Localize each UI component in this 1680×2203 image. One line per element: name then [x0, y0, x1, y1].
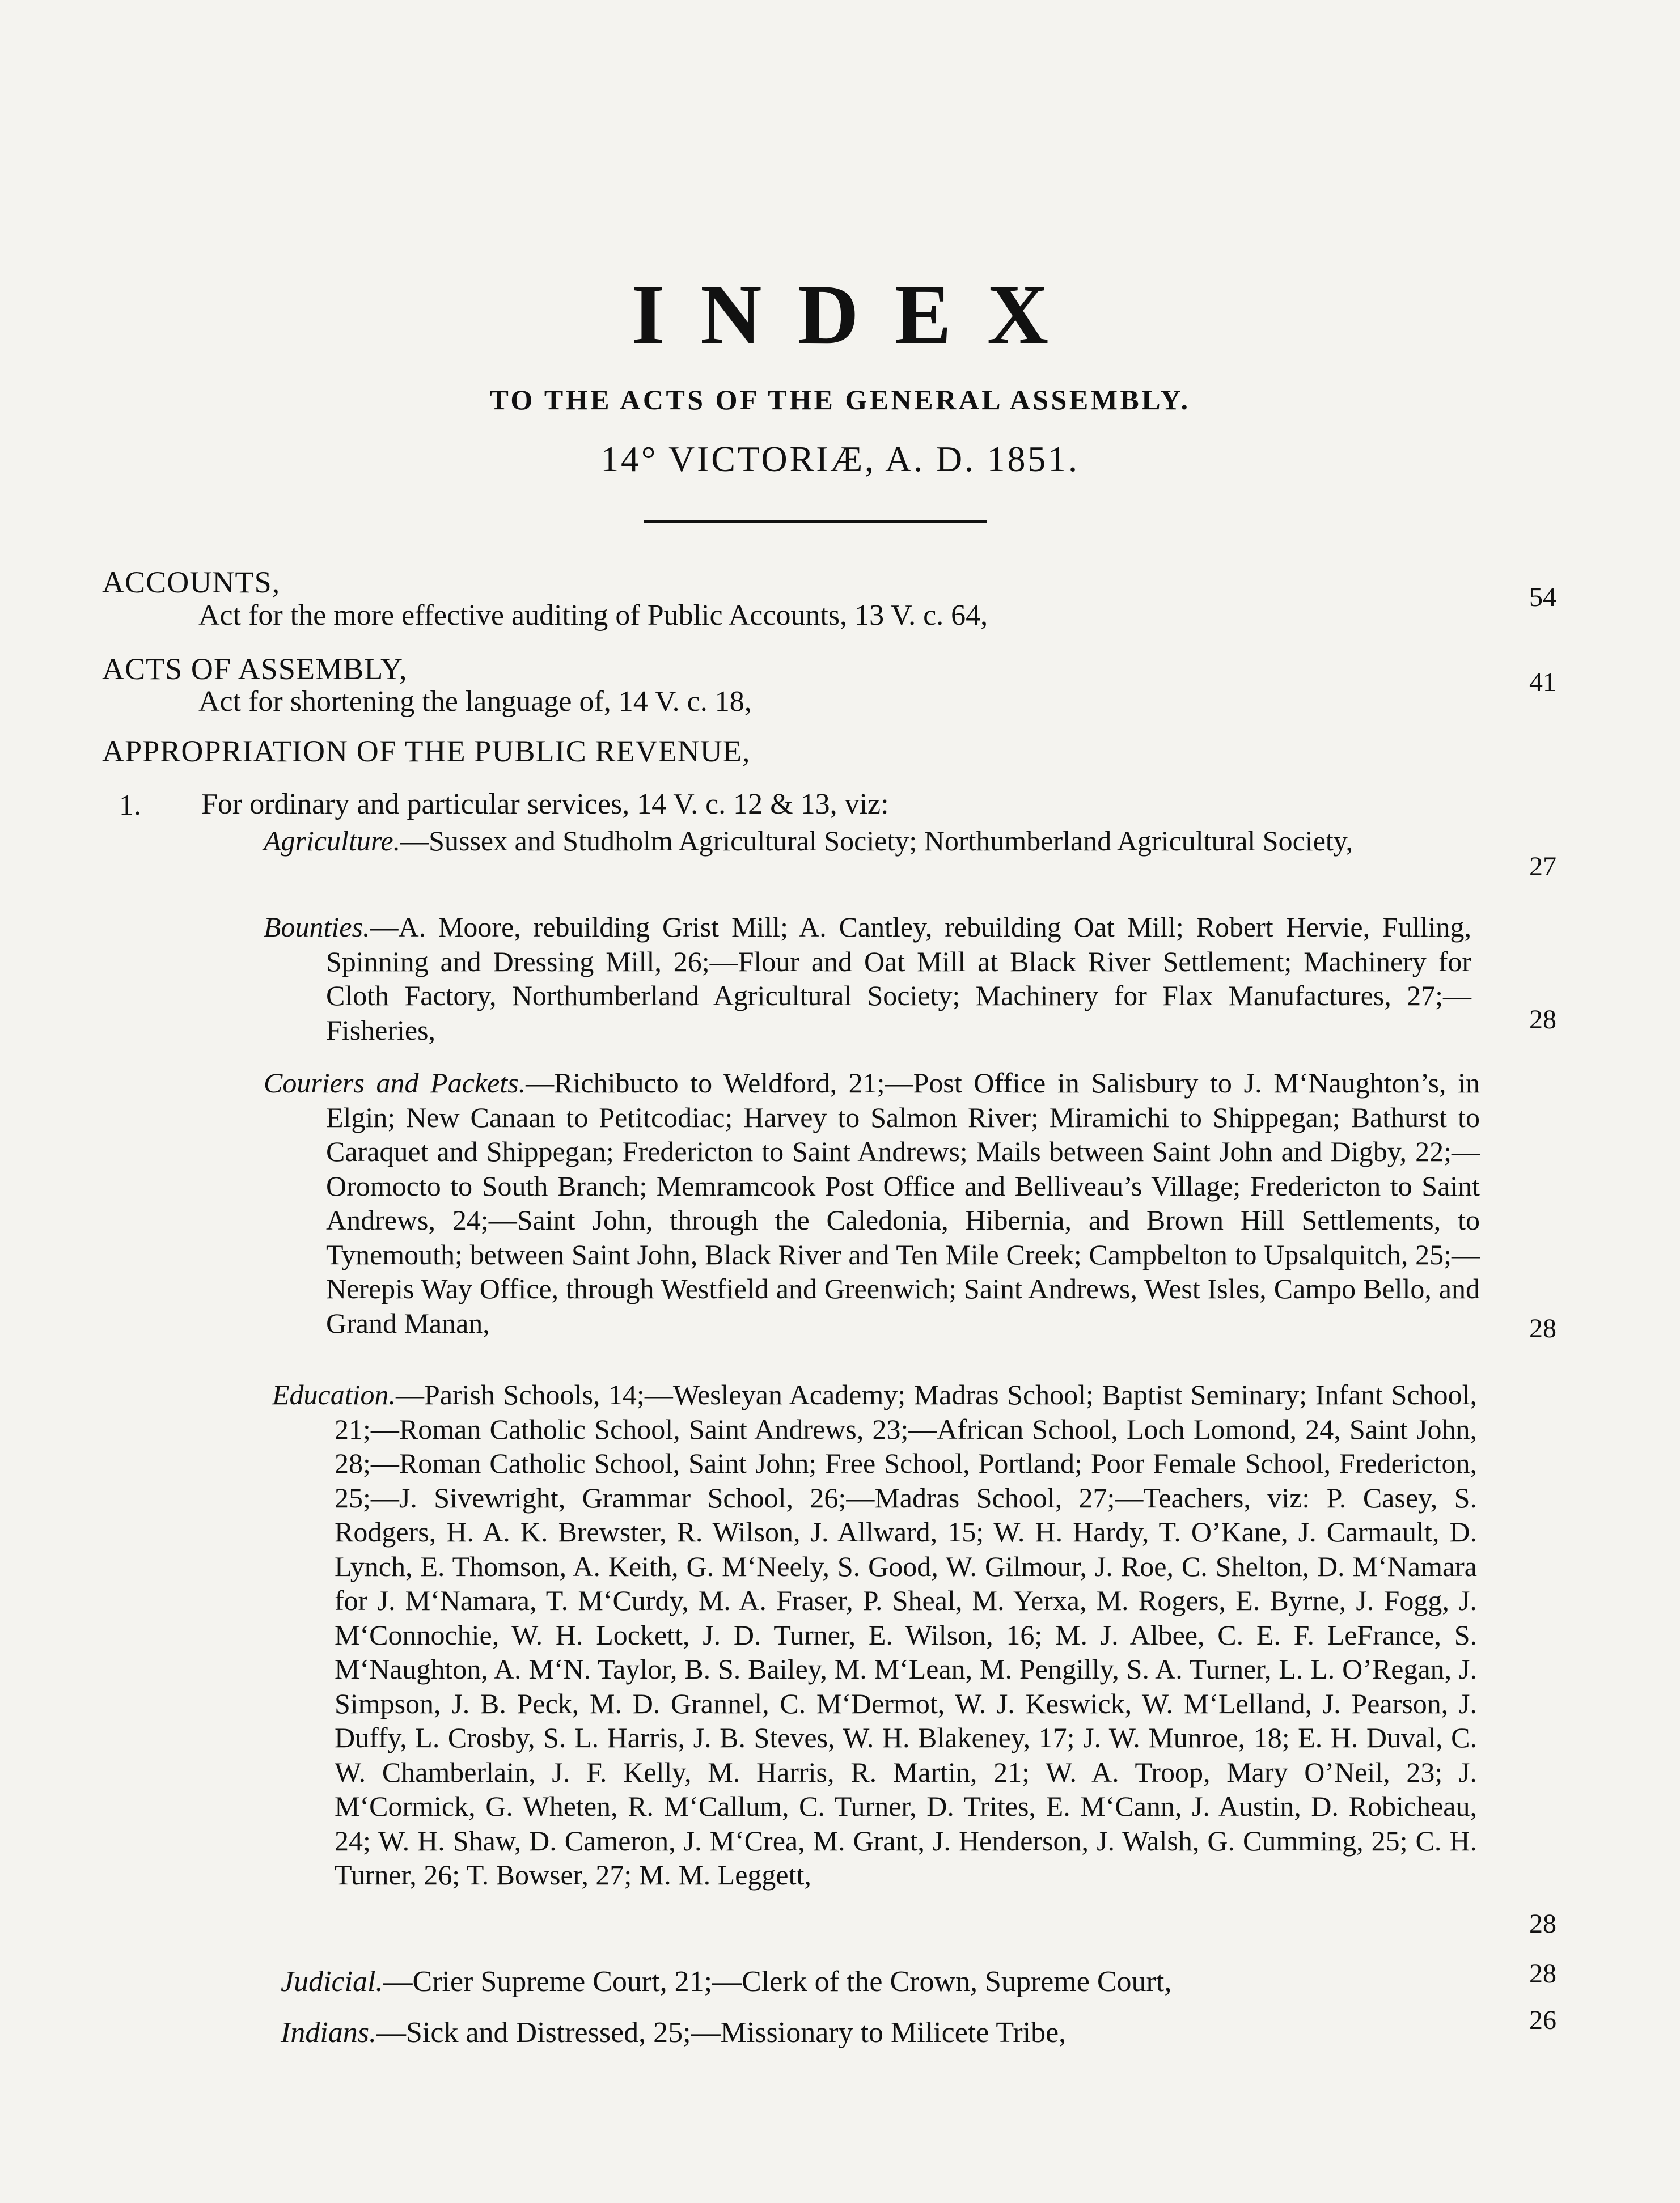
page-title: INDEX: [631, 268, 1085, 362]
entry-text-accounts: Act for the more effective auditing of Public Accounts, 13 V. c. 64,: [198, 599, 988, 632]
page-ref-accounts: 54: [1529, 582, 1556, 612]
subentry-judicial: [281, 1967, 1171, 1997]
subentry-text: —Parish Schools, 14;—Wesleyan Academy; Madras School; Baptist Seminary; Infant School, 21;—Roman Catholic School, Saint Andrews, 23;—African School, Loch Lomond, 24, Saint John, 28;—Roman Catholic School, Saint John; Free School, Portland; Poor Female School, Fredericton, 25;—J. Sivewright, Grammar School, 26;—Madras School, 27;—Teachers, viz: P. Casey, S. Rodgers, H. A. K. Brewster, R. Wilson, J. Allward, 15; W. H. Hardy, T. O’Kane, J. Carmault, D. Lynch, E. Thomson, A. Keith, G. M‘Neely, S. Good, W. Gilmour, J. Roe, C. Shelton, D. M‘Namara for J. M‘Namara, T. M‘Curdy, M. A. Fraser, P. Sheal, M. Yerxa, M. Rogers, E. Byrne, J. Fogg, J. M‘Connochie, W. H. Lockett, J. D. Turner, E. Wilson, 16; M. J. Albee, C. E. F. LeFrance, S. M‘Naughton, A. M‘N. Taylor, B. S. Bailey, M. M‘Lean, M. Pengilly, S. A. Turner, L. L. O’Regan, J. Simpson, J. B. Peck, M. D. Grannel, C. M‘Dermot, W. J. Keswick, W. M‘Lelland, J. Pearson, J. Duffy, L. Crosby, S. L. Harris, J. B. Steves, W. H. Blakeney, 17; J. W. Munroe, 18; E. H. Duval, C. W. Chamberlain, J. F. Kelly, M. Harris, R. Martin, 21; W. A. Troop, Mary O’Neil, 23; J. M‘Cormick, G. Wheten, R. M‘Callum, C. Turner, D. Trites, E. M‘Cann, J. Austin, D. Robicheau, 24; W. H. Shaw, D. Cameron, J. M‘Crea, M. Grant, J. Henderson, J. Walsh, G. Cumming, 25; C. H. Turner, 26; T. Bowser, 27; M. M. Leggett,: [335, 1379, 1477, 1891]
subentry-text: —Crier Supreme Court, 21;—Clerk of the Crown, Supreme Court,: [383, 1965, 1172, 1998]
subentry-bounties: [264, 910, 1471, 1047]
entry-heading-acts: ACTS OF ASSEMBLY,: [102, 652, 408, 686]
entry-text-acts: Act for shortening the language of, 14 V. c. 18,: [198, 685, 752, 718]
subentry-category: Agriculture.: [264, 825, 401, 857]
entry-heading-accounts: ACCOUNTS,: [102, 565, 281, 599]
subentry-text: —Richibucto to Weldford, 21;—Post Office in Salisbury to J. M‘Naughton’s, in Elgin; New Canaan to Petitcodiac; Harvey to Salmon River; Miramichi to Shippegan; Bathurst to Caraquet and Shippegan; Fredericton to Saint Andrews; Mails between Saint John and Digby, 22;—Oromocto to South Branch; Memramcook Post Office and Belliveau’s Village; Fredericton to Saint Andrews, 24;—Saint John, through the Caledonia, Hibernia, and Brown Hill Settlements, to Tynemouth; between Saint John, Black River and Ten Mile Creek; Campbelton to Upsalquitch, 25;—Nerepis Way Office, through Westfield and Greenwich; Saint Andrews, West Isles, Campo Bello, and Grand Manan,: [326, 1067, 1480, 1339]
item-text: For ordinary and particular services, 14 V. c. 12 & 13, viz:: [201, 788, 889, 820]
page-ref-indians: 26: [1529, 2005, 1556, 2035]
page-ref-judicial: 28: [1529, 1959, 1556, 1989]
subentry-education: [272, 1378, 1477, 1892]
page-date: 14° VICTORIÆ, A. D. 1851.: [600, 439, 1080, 479]
subentry-text: —Sussex and Studholm Agricultural Society; Northumberland Agricultural Society,: [400, 825, 1353, 857]
subentry-text: —A. Moore, rebuilding Grist Mill; A. Cantley, rebuilding Oat Mill; Robert Hervie, Fulling, Spinning and Dressing Mill, 26;—Flour and Oat Mill at Black River Settlement; Machinery for Cloth Factory, Northumberland Agricultural Society; Machinery for Flax Manufactures, 27;—Fisheries,: [326, 911, 1471, 1046]
subentry-category: Judicial.: [281, 1965, 383, 1998]
subentry-couriers: [264, 1066, 1480, 1340]
page-ref-education: 28: [1529, 1909, 1556, 1939]
item-number: 1.: [119, 789, 141, 821]
page-ref-acts: 41: [1529, 667, 1556, 697]
title-rule: [644, 520, 987, 523]
page-ref-couriers: 28: [1529, 1314, 1556, 1344]
subentry-category: Bounties.: [264, 911, 370, 943]
subentry-agriculture: [264, 824, 1471, 858]
subentry-text: —Sick and Distressed, 25;—Missionary to Milicete Tribe,: [376, 2016, 1067, 2049]
subentry-category: Indians.: [281, 2016, 376, 2049]
page-ref-bounties: 28: [1529, 1005, 1556, 1035]
page-subtitle: TO THE ACTS OF THE GENERAL ASSEMBLY.: [489, 384, 1191, 416]
page-ref-agriculture: 27: [1529, 851, 1556, 882]
subentry-category: Education.: [272, 1379, 396, 1410]
entry-heading-appropriation: APPROPRIATION OF THE PUBLIC REVENUE,: [102, 734, 751, 768]
subentry-category: Couriers and Packets.: [264, 1067, 526, 1099]
subentry-indians: [281, 2018, 1066, 2048]
